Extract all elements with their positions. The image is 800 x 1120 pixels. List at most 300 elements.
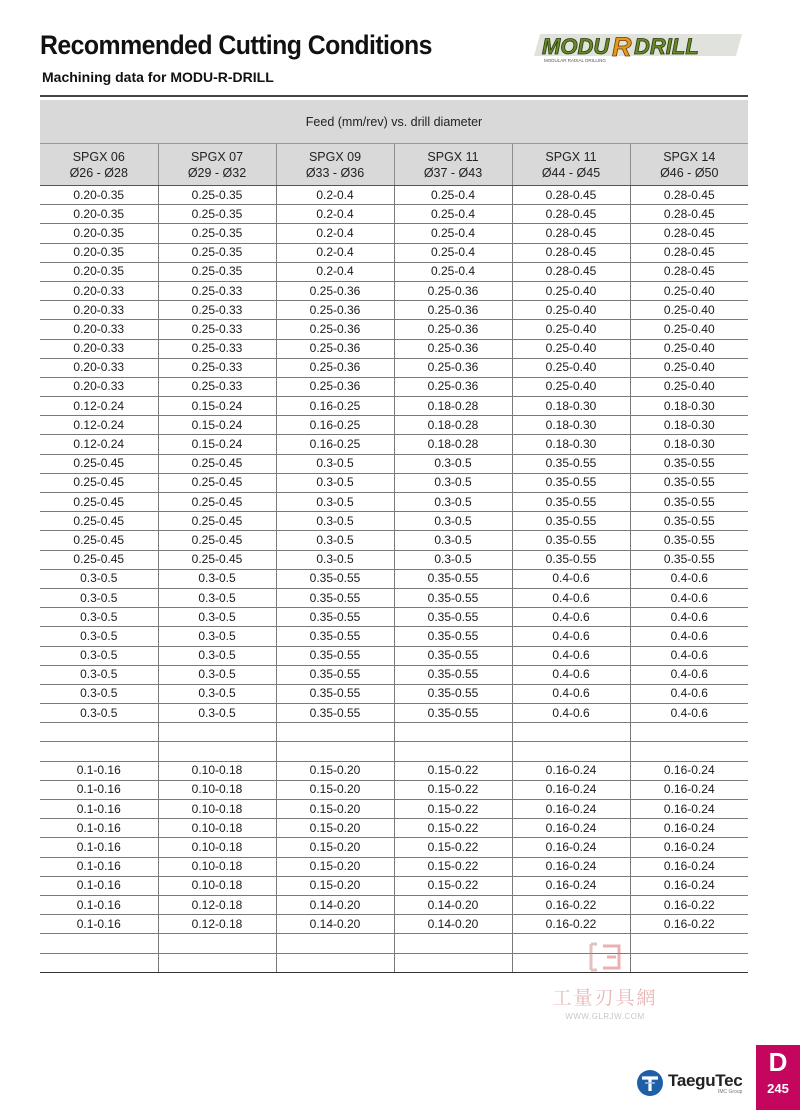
- table-cell: 0.2-0.4: [276, 262, 394, 281]
- taegutec-logo-icon: [636, 1069, 664, 1097]
- table-cell: [158, 723, 276, 742]
- logo-tagline: MODULAR RADIAL DRILLING: [544, 58, 606, 63]
- table-row: [40, 876, 748, 895]
- page-subtitle: Machining data for MODU-R-DRILL: [42, 69, 274, 85]
- table-cell: 0.4-0.6: [630, 627, 748, 646]
- table-cell: 0.1-0.16: [40, 838, 158, 857]
- table-row: [40, 224, 748, 243]
- table-cell: 0.3-0.5: [158, 608, 276, 627]
- table-cell: 0.35-0.55: [512, 454, 630, 473]
- table-cell: 0.14-0.20: [394, 895, 512, 914]
- table-cell: [276, 934, 394, 953]
- table-cell: 0.3-0.5: [40, 646, 158, 665]
- table-cell: 0.16-0.25: [276, 416, 394, 435]
- table-cell: 0.25-0.40: [512, 377, 630, 396]
- brand-name: TaeguTec: [668, 1070, 743, 1090]
- table-cell: 0.16-0.22: [630, 895, 748, 914]
- table-cell: 0.35-0.55: [630, 531, 748, 550]
- table-cell: 0.3-0.5: [158, 627, 276, 646]
- table-cell: 0.4-0.6: [512, 588, 630, 607]
- table-cell: 0.25-0.36: [276, 301, 394, 320]
- table-cell: 0.4-0.6: [630, 684, 748, 703]
- table-cell: 0.15-0.20: [276, 857, 394, 876]
- table-cell: [394, 953, 512, 972]
- table-row: [40, 723, 748, 742]
- column-header: [158, 144, 276, 186]
- table-cell: 0.4-0.6: [630, 646, 748, 665]
- column-diameter-range: Ø46 - Ø50: [660, 165, 719, 180]
- table-cell: 0.16-0.24: [512, 800, 630, 819]
- table-row: [40, 301, 748, 320]
- table-cell: 0.3-0.5: [394, 473, 512, 492]
- table-cell: 0.20-0.35: [40, 243, 158, 262]
- table-cell: 0.16-0.24: [512, 819, 630, 838]
- table-cell: 0.1-0.16: [40, 895, 158, 914]
- table-cell: 0.25-0.36: [394, 339, 512, 358]
- table-cell: [158, 953, 276, 972]
- table-cell: 0.25-0.40: [512, 358, 630, 377]
- table-row: [40, 665, 748, 684]
- table-cell: 0.25-0.40: [630, 281, 748, 300]
- table-row: [40, 915, 748, 934]
- table-cell: 0.25-0.33: [158, 281, 276, 300]
- table-row: [40, 761, 748, 780]
- table-cell: 0.16-0.24: [512, 780, 630, 799]
- table-cell: 0.15-0.24: [158, 397, 276, 416]
- watermark: [530, 940, 680, 1020]
- column-diameter-range: Ø29 - Ø32: [187, 165, 247, 180]
- table-cell: 0.25-0.35: [158, 243, 276, 262]
- table-cell: [512, 742, 630, 761]
- table-cell: 0.12-0.24: [40, 397, 158, 416]
- table-cell: 0.25-0.33: [158, 377, 276, 396]
- brand-footer: [636, 1068, 742, 1098]
- table-cell: [630, 723, 748, 742]
- table-cell: 0.4-0.6: [512, 608, 630, 627]
- table-cell: 0.35-0.55: [394, 627, 512, 646]
- table-cell: 0.2-0.4: [276, 224, 394, 243]
- table-cell: 0.3-0.5: [158, 569, 276, 588]
- table-cell: 0.35-0.55: [630, 493, 748, 512]
- table-cell: 0.25-0.40: [630, 320, 748, 339]
- table-cell: 0.3-0.5: [40, 569, 158, 588]
- table-cell: 0.16-0.24: [630, 857, 748, 876]
- table-cell: 0.25-0.40: [630, 358, 748, 377]
- table-cell: 0.18-0.28: [394, 416, 512, 435]
- table-cell: 0.4-0.6: [512, 627, 630, 646]
- table-cell: 0.14-0.20: [276, 895, 394, 914]
- table-cell: 0.25-0.33: [158, 358, 276, 377]
- table-cell: 0.18-0.30: [630, 435, 748, 454]
- table-cell: [40, 953, 158, 972]
- table-cell: 0.1-0.16: [40, 857, 158, 876]
- table-cell: 0.25-0.36: [394, 281, 512, 300]
- table-cell: 0.25-0.45: [40, 493, 158, 512]
- table-cell: 0.25-0.45: [40, 512, 158, 531]
- table-cell: 0.28-0.45: [512, 243, 630, 262]
- table-cell: [512, 723, 630, 742]
- table-cell: 0.16-0.25: [276, 435, 394, 454]
- table-cell: 0.3-0.5: [158, 684, 276, 703]
- table-cell: 0.4-0.6: [630, 665, 748, 684]
- column-insert-label: SPGX 09: [308, 149, 362, 164]
- table-cell: 0.3-0.5: [40, 665, 158, 684]
- table-cell: 0.35-0.55: [512, 550, 630, 569]
- table-row: [40, 531, 748, 550]
- table-cell: 0.25-0.33: [158, 320, 276, 339]
- table-cell: 0.25-0.45: [158, 473, 276, 492]
- modu-r-drill-logo: [530, 30, 748, 64]
- table-cell: 0.25-0.4: [394, 243, 512, 262]
- table-cell: 0.3-0.5: [40, 684, 158, 703]
- column-header-row: [40, 144, 748, 186]
- table-cell: 0.1-0.16: [40, 915, 158, 934]
- table-cell: 0.15-0.20: [276, 780, 394, 799]
- table-cell: [276, 953, 394, 972]
- table-cell: 0.16-0.24: [512, 761, 630, 780]
- table-cell: 0.2-0.4: [276, 186, 394, 205]
- table-cell: 0.4-0.6: [512, 646, 630, 665]
- table-cell: 0.28-0.45: [512, 262, 630, 281]
- table-cell: 0.25-0.36: [276, 377, 394, 396]
- table-cell: 0.3-0.5: [40, 627, 158, 646]
- table-cell: 0.10-0.18: [158, 876, 276, 895]
- table-cell: 0.12-0.24: [40, 416, 158, 435]
- table-cell: 0.28-0.45: [630, 262, 748, 281]
- table-cell: 0.15-0.20: [276, 800, 394, 819]
- table-cell: [276, 723, 394, 742]
- table-row: [40, 838, 748, 857]
- column-header: [512, 144, 630, 186]
- table-cell: 0.18-0.30: [512, 397, 630, 416]
- table-cell: 0.28-0.45: [630, 186, 748, 205]
- table-row: [40, 569, 748, 588]
- table-cell: 0.16-0.24: [630, 819, 748, 838]
- watermark-url: WWW.GLRJW.COM: [565, 1012, 645, 1021]
- table-cell: 0.3-0.5: [394, 550, 512, 569]
- table-cell: 0.25-0.35: [158, 205, 276, 224]
- table-cell: 0.2-0.4: [276, 205, 394, 224]
- table-cell: 0.12-0.18: [158, 895, 276, 914]
- table-cell: 0.25-0.40: [630, 377, 748, 396]
- table-cell: 0.25-0.35: [158, 186, 276, 205]
- table-cell: 0.28-0.45: [630, 224, 748, 243]
- table-cell: 0.4-0.6: [512, 704, 630, 723]
- table-cell: 0.35-0.55: [394, 646, 512, 665]
- table-cell: 0.1-0.16: [40, 876, 158, 895]
- table-cell: 0.1-0.16: [40, 800, 158, 819]
- table-cell: 0.3-0.5: [394, 454, 512, 473]
- header-rule: [40, 95, 748, 97]
- table-cell: 0.20-0.35: [40, 224, 158, 243]
- column-header: [394, 144, 512, 186]
- table-cell: 0.16-0.24: [630, 761, 748, 780]
- table-cell: 0.20-0.33: [40, 301, 158, 320]
- table-cell: 0.25-0.40: [512, 281, 630, 300]
- table-row: [40, 742, 748, 761]
- table-cell: 0.35-0.55: [276, 608, 394, 627]
- page-title: Recommended Cutting Conditions: [40, 30, 432, 60]
- table-cell: 0.15-0.22: [394, 800, 512, 819]
- table-cell: 0.16-0.25: [276, 397, 394, 416]
- table-cell: 0.15-0.24: [158, 416, 276, 435]
- column-diameter-range: Ø37 - Ø43: [423, 165, 483, 180]
- table-cell: 0.15-0.22: [394, 761, 512, 780]
- table-cell: 0.35-0.55: [394, 684, 512, 703]
- table-row: [40, 281, 748, 300]
- table-cell: 0.3-0.5: [40, 608, 158, 627]
- table-cell: 0.35-0.55: [276, 684, 394, 703]
- table-cell: 0.18-0.30: [630, 416, 748, 435]
- table-cell: 0.15-0.20: [276, 838, 394, 857]
- table-cell: 0.4-0.6: [630, 608, 748, 627]
- table-cell: 0.16-0.24: [630, 780, 748, 799]
- table-cell: 0.20-0.33: [40, 281, 158, 300]
- table-cell: 0.3-0.5: [276, 512, 394, 531]
- table-row: [40, 262, 748, 281]
- table-row: [40, 704, 748, 723]
- table-cell: 0.35-0.55: [630, 550, 748, 569]
- table-cell: 0.25-0.36: [394, 301, 512, 320]
- table-cell: 0.18-0.30: [512, 416, 630, 435]
- table-cell: 0.35-0.55: [394, 569, 512, 588]
- table-row: [40, 186, 748, 205]
- table-cell: 0.35-0.55: [630, 454, 748, 473]
- table-cell: 0.25-0.40: [512, 339, 630, 358]
- table-cell: 0.4-0.6: [630, 569, 748, 588]
- table-cell: 0.18-0.30: [512, 435, 630, 454]
- table-row: [40, 800, 748, 819]
- table-cell: [630, 742, 748, 761]
- table-cell: 0.4-0.6: [630, 704, 748, 723]
- table-row: [40, 588, 748, 607]
- table-cell: 0.3-0.5: [158, 646, 276, 665]
- table-cell: 0.18-0.30: [630, 397, 748, 416]
- table-cell: 0.35-0.55: [394, 704, 512, 723]
- column-header: [40, 144, 158, 186]
- table-cell: 0.25-0.4: [394, 186, 512, 205]
- table-row: [40, 512, 748, 531]
- table-cell: 0.16-0.24: [512, 876, 630, 895]
- table-cell: 0.15-0.24: [158, 435, 276, 454]
- table-cell: 0.20-0.35: [40, 205, 158, 224]
- table-cell: 0.25-0.4: [394, 224, 512, 243]
- table-cell: 0.15-0.22: [394, 819, 512, 838]
- table-cell: 0.28-0.45: [630, 243, 748, 262]
- table-cell: 0.35-0.55: [394, 588, 512, 607]
- table-cell: 0.3-0.5: [40, 704, 158, 723]
- table-cell: 0.25-0.36: [276, 339, 394, 358]
- table-cell: 0.3-0.5: [40, 588, 158, 607]
- table-cell: 0.35-0.55: [276, 646, 394, 665]
- table-row: [40, 320, 748, 339]
- table-cell: 0.25-0.45: [158, 454, 276, 473]
- table-cell: 0.25-0.45: [40, 550, 158, 569]
- table-cell: 0.25-0.40: [512, 301, 630, 320]
- table-cell: 0.3-0.5: [276, 473, 394, 492]
- table-cell: 0.15-0.22: [394, 780, 512, 799]
- table-row: [40, 895, 748, 914]
- table-cell: 0.3-0.5: [158, 588, 276, 607]
- column-diameter-range: Ø33 - Ø36: [305, 165, 365, 180]
- table-cell: 0.35-0.55: [512, 512, 630, 531]
- table-cell: 0.20-0.33: [40, 320, 158, 339]
- table-cell: 0.25-0.35: [158, 262, 276, 281]
- table-cell: 0.25-0.36: [394, 377, 512, 396]
- table-cell: 0.14-0.20: [394, 915, 512, 934]
- table-caption: Feed (mm/rev) vs. drill diameter: [40, 100, 748, 144]
- table-cell: 0.35-0.55: [276, 588, 394, 607]
- table-cell: 0.25-0.45: [40, 473, 158, 492]
- table-cell: 0.25-0.4: [394, 205, 512, 224]
- table-cell: 0.15-0.22: [394, 838, 512, 857]
- table-cell: 0.12-0.24: [40, 435, 158, 454]
- column-insert-label: SPGX 11: [427, 149, 479, 164]
- table-row: [40, 819, 748, 838]
- watermark-logo-icon: [583, 940, 627, 974]
- table-cell: 0.25-0.33: [158, 301, 276, 320]
- table-cell: [394, 934, 512, 953]
- table-cell: [276, 742, 394, 761]
- table-cell: 0.35-0.55: [276, 665, 394, 684]
- table-cell: 0.20-0.33: [40, 339, 158, 358]
- column-diameter-range: Ø26 - Ø28: [69, 165, 128, 180]
- column-header: [630, 144, 748, 186]
- table-row: [40, 857, 748, 876]
- table-cell: 0.15-0.20: [276, 819, 394, 838]
- table-cell: [40, 742, 158, 761]
- table-cell: 0.25-0.35: [158, 224, 276, 243]
- table-cell: 0.25-0.36: [394, 358, 512, 377]
- column-insert-label: SPGX 11: [545, 149, 597, 164]
- table-cell: 0.12-0.18: [158, 915, 276, 934]
- table-cell: 0.3-0.5: [394, 531, 512, 550]
- table-row: [40, 358, 748, 377]
- table-cell: 0.25-0.45: [158, 512, 276, 531]
- table-cell: 0.10-0.18: [158, 761, 276, 780]
- table-cell: 0.10-0.18: [158, 780, 276, 799]
- table-cell: 0.18-0.28: [394, 397, 512, 416]
- table-cell: 0.4-0.6: [630, 588, 748, 607]
- table-cell: 0.16-0.24: [512, 838, 630, 857]
- table-cell: 0.35-0.55: [512, 493, 630, 512]
- table-cell: 0.25-0.45: [158, 493, 276, 512]
- table-cell: 0.20-0.33: [40, 377, 158, 396]
- table-cell: 0.3-0.5: [158, 704, 276, 723]
- logo-text-part-left: MODU: [542, 34, 610, 59]
- section-letter: D: [768, 1047, 788, 1077]
- column-diameter-range: Ø44 - Ø45: [541, 165, 601, 180]
- table-row: [40, 550, 748, 569]
- table-row: [40, 435, 748, 454]
- table-row: [40, 780, 748, 799]
- table-cell: 0.16-0.24: [512, 857, 630, 876]
- table-row: [40, 397, 748, 416]
- table-cell: 0.25-0.36: [394, 320, 512, 339]
- table-cell: 0.3-0.5: [276, 550, 394, 569]
- table-cell: 0.10-0.18: [158, 857, 276, 876]
- table-cell: [158, 934, 276, 953]
- table-cell: 0.28-0.45: [512, 224, 630, 243]
- logo-text-part-right: DRILL: [634, 34, 699, 59]
- table-cell: 0.25-0.36: [276, 281, 394, 300]
- table-cell: 0.3-0.5: [276, 493, 394, 512]
- table-cell: 0.35-0.55: [276, 704, 394, 723]
- table-cell: 0.3-0.5: [394, 493, 512, 512]
- column-insert-label: SPGX 07: [190, 149, 244, 164]
- feed-table: [40, 100, 748, 973]
- table-cell: 0.28-0.45: [630, 205, 748, 224]
- table-cell: 0.16-0.24: [630, 838, 748, 857]
- table-row: [40, 493, 748, 512]
- table-cell: [40, 934, 158, 953]
- table-row: [40, 416, 748, 435]
- brand-sub: IMC Group: [717, 1088, 743, 1095]
- table-cell: 0.25-0.36: [276, 320, 394, 339]
- table-cell: 0.20-0.35: [40, 186, 158, 205]
- table-cell: [40, 723, 158, 742]
- logo-text-part-r: R: [612, 32, 632, 62]
- table-cell: 0.35-0.55: [630, 473, 748, 492]
- table-cell: 0.10-0.18: [158, 819, 276, 838]
- table-cell: 0.25-0.45: [158, 550, 276, 569]
- table-cell: 0.16-0.22: [630, 915, 748, 934]
- page-number: 245: [767, 1081, 789, 1096]
- section-tab: [756, 1045, 800, 1110]
- table-cell: 0.35-0.55: [394, 665, 512, 684]
- table-cell: 0.25-0.40: [630, 339, 748, 358]
- table-cell: 0.15-0.22: [394, 876, 512, 895]
- table-cell: 0.16-0.24: [630, 800, 748, 819]
- table-cell: 0.35-0.55: [512, 531, 630, 550]
- table-row: [40, 339, 748, 358]
- table-cell: [394, 742, 512, 761]
- table-row: [40, 454, 748, 473]
- table-row: [40, 684, 748, 703]
- table-row: [40, 243, 748, 262]
- table-cell: 0.25-0.4: [394, 262, 512, 281]
- table-cell: 0.25-0.45: [40, 454, 158, 473]
- table-row: [40, 646, 748, 665]
- table-cell: 0.35-0.55: [512, 473, 630, 492]
- table-cell: 0.25-0.40: [630, 301, 748, 320]
- table-cell: 0.15-0.20: [276, 876, 394, 895]
- column-insert-label: SPGX 06: [72, 149, 125, 164]
- column-header: [276, 144, 394, 186]
- table-cell: 0.4-0.6: [512, 684, 630, 703]
- table-cell: 0.2-0.4: [276, 243, 394, 262]
- table-cell: 0.16-0.24: [630, 876, 748, 895]
- table-row: [40, 377, 748, 396]
- table-cell: 0.1-0.16: [40, 761, 158, 780]
- table-cell: 0.35-0.55: [276, 569, 394, 588]
- table-cell: 0.3-0.5: [394, 512, 512, 531]
- table-cell: 0.25-0.36: [276, 358, 394, 377]
- table-row: [40, 205, 748, 224]
- table-cell: 0.16-0.22: [512, 895, 630, 914]
- table-cell: 0.10-0.18: [158, 800, 276, 819]
- table-row: [40, 473, 748, 492]
- table-cell: [158, 742, 276, 761]
- table-cell: 0.25-0.45: [158, 531, 276, 550]
- table-cell: 0.1-0.16: [40, 780, 158, 799]
- table-cell: 0.3-0.5: [276, 531, 394, 550]
- table-row: [40, 608, 748, 627]
- table-cell: [394, 723, 512, 742]
- table-cell: 0.28-0.45: [512, 205, 630, 224]
- table-cell: 0.20-0.35: [40, 262, 158, 281]
- table-cell: 0.25-0.45: [40, 531, 158, 550]
